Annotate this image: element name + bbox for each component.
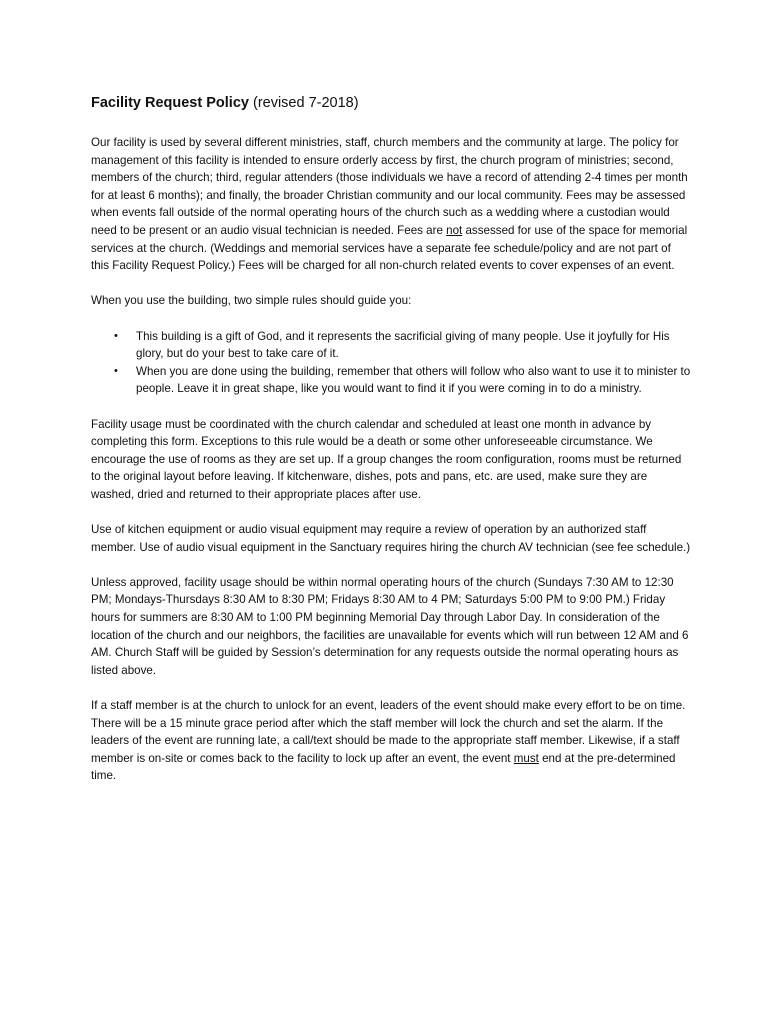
- hours-paragraph: Unless approved, facility usage should be within normal operating hours of the church (Sundays 7:30 AM to 12:30 PM; Mondays-Thursdays 8:30 AM to 8:30 PM; Fridays 8:30 AM to 4 PM; Saturdays 5:00 PM to 9:00 PM.) Friday hours for summers are 8:30 AM to 1:00 PM beginning Memorial Day through Labor Day. In consideration of the location of the church and our neighbors, the facilities are unavailable for events which will run between 12 AM and 6 AM. Church Staff will be guided by Session’s determination for any requests outside the normal operating hours as listed above.: [91, 575, 689, 677]
- staff-text-part2: end at the pre-determined time.: [91, 751, 676, 783]
- staff-underlined-word: must: [513, 751, 539, 765]
- rule-text: This building is a gift of God, and it represents the sacrificial giving of many people. Use it joyfully for His glory, but do your best to take care of it.: [136, 329, 670, 361]
- rules-intro: When you use the building, two simple rules should guide you:: [91, 294, 412, 308]
- intro-underlined-word: not: [446, 223, 463, 237]
- document-title: [91, 92, 691, 114]
- intro-text-part1: Our facility is used by several different ministries, staff, church members and the community at large. The policy for management of this facility is intended to ensure orderly access by first, the church program of ministries; second, members of the church; third, regular attenders (those individuals we have a record of attending 2-4 times per month for at least 6 months); and finally, the broader Christian community and our local community. Fees may be assessed when events fall outside of the normal operating hours of the church such as a wedding where a custodian would need to be present or an audio visual technician is needed. Fees are: [91, 136, 688, 237]
- usage-paragraph: Facility usage must be coordinated with the church calendar and scheduled at least one month in advance by completing this form. Exceptions to this rule would be a death or some other unforeseeable circumstance. We encourage the use of rooms as they are set up. If a group changes the room configuration, rooms must be returned to the original layout before leaving. If kitchenware, dishes, pots and pans, etc. are used, make sure they are washed, dried and returned to their appropriate places after use.: [91, 417, 682, 501]
- staff-text-part1: If a staff member is at the church to unlock for an event, leaders of the event should make every effort to be on time. There will be a 15 minute grace period after which the staff member will lock the church and set the alarm. If the leaders of the event are running late, a call/text should be made to the appropriate staff member. Likewise, if a staff member is on-site or comes back to the facility to lock up after an event, the event: [91, 699, 686, 765]
- title-text: Facility Request Policy: [91, 95, 249, 111]
- intro-paragraph: [91, 134, 691, 275]
- bullet-icon: •: [114, 329, 118, 342]
- bullet-icon: •: [114, 364, 118, 377]
- equipment-paragraph: Use of kitchen equipment or audio visual equipment may require a review of operation by an authorized staff member. Use of audio visual equipment in the Sanctuary requires hiring the church AV technician (see fee schedule.): [91, 523, 691, 554]
- rule-text: When you are done using the building, remember that others will follow who also want to use it to minister to people. Leave it in great shape, like you would want to find it if you were coming in to do a ministry.: [136, 364, 691, 396]
- rules-list: [91, 328, 691, 398]
- staff-paragraph: [91, 697, 691, 785]
- revision-note: (revised 7-2018): [252, 95, 359, 111]
- list-item: [114, 328, 691, 363]
- policy-document: [91, 92, 691, 803]
- intro-text-part2: assessed for use of the space for memorial services at the church. (Weddings and memorial services have a separate fee schedule/policy and are not part of this Facility Request Policy.) Fees will be charged for all non-church related events to cover expenses of an event.: [91, 223, 688, 273]
- list-item: [114, 363, 691, 398]
